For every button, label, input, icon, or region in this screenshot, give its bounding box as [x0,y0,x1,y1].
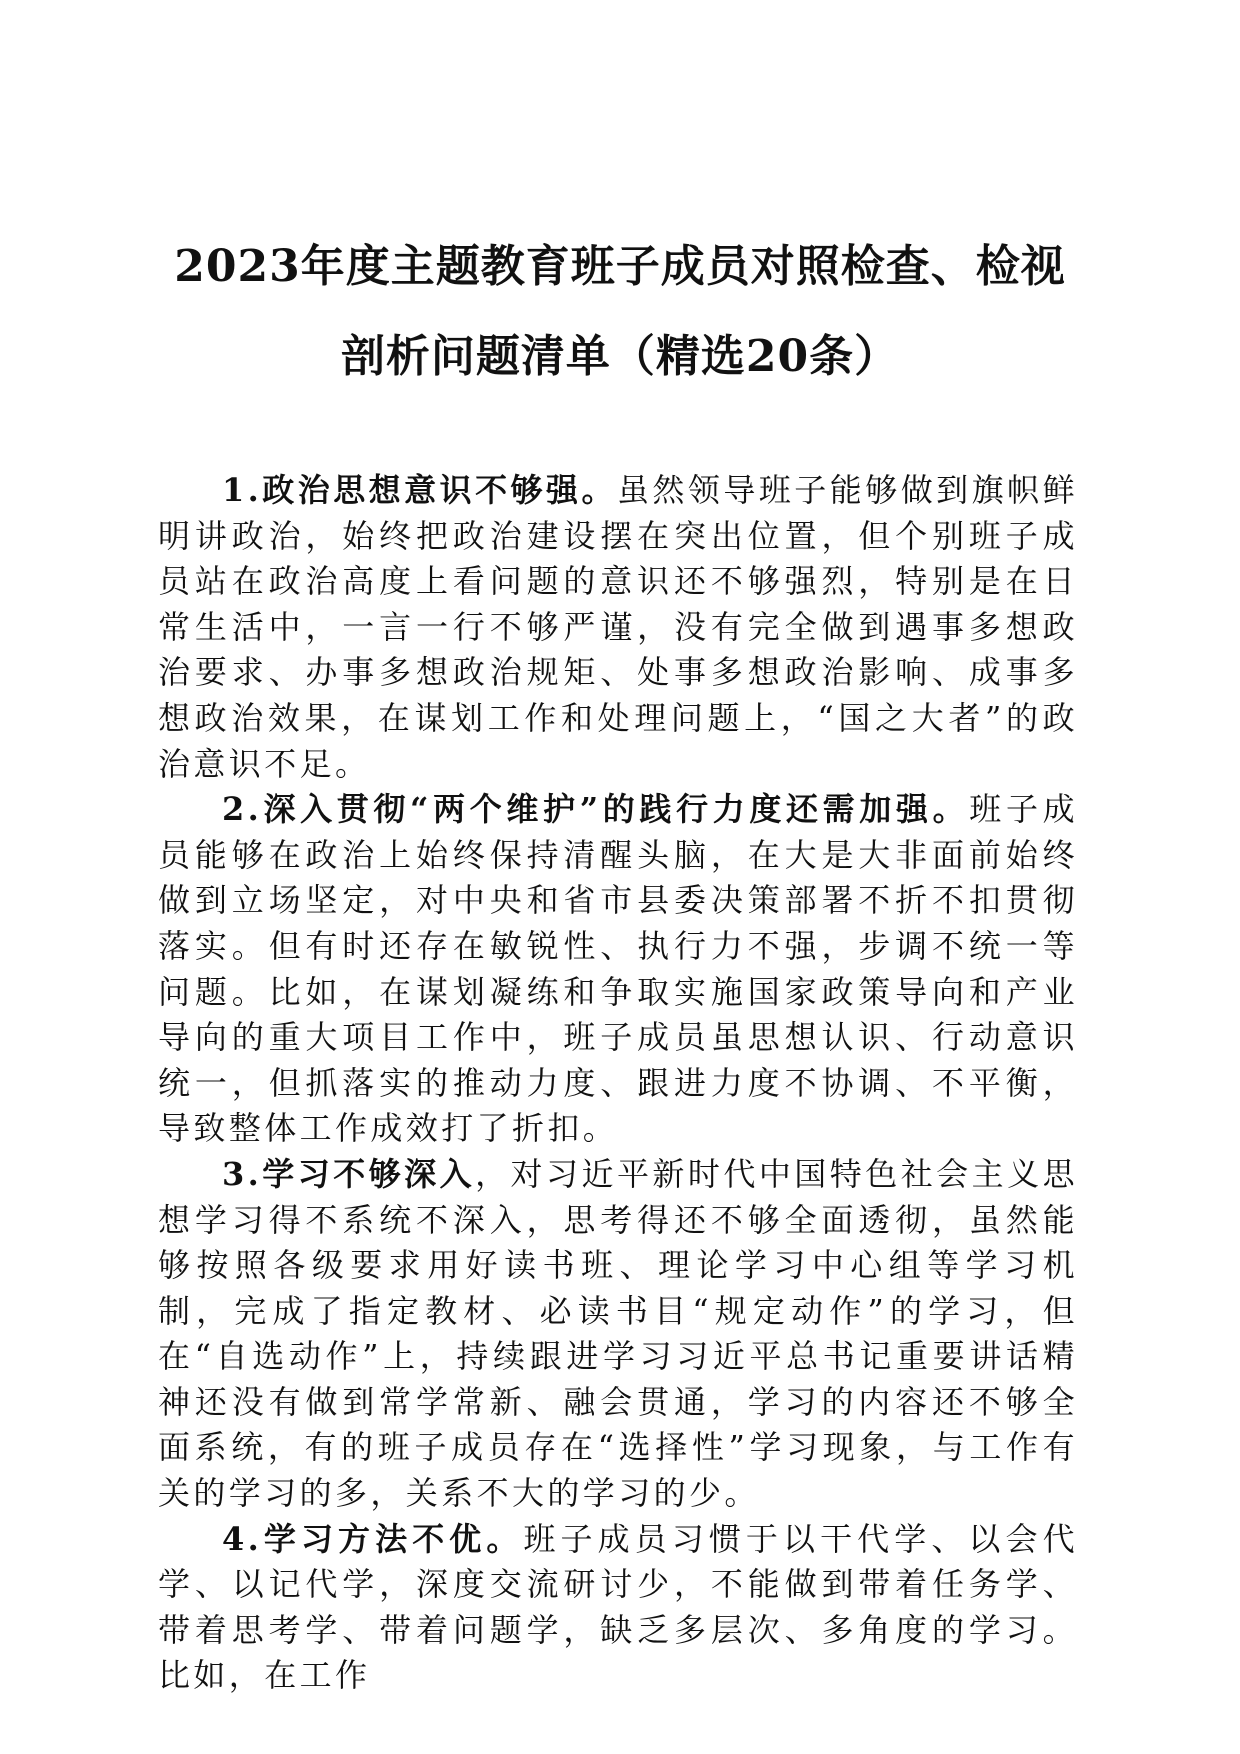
paragraph-2-heading: 2.深入贯彻“两个维护”的践行力度还需加强。 [222,790,970,829]
document-title [120,222,1120,402]
paragraph-3 [158,1152,1078,1517]
paragraph-4-text: 班子成员习惯于以干代学、以会代学、以记代学，深度交流研讨少，不能做到带着任务学、带着思考学、带着问题学，缺乏多层次、多角度的学习。比如，在工作 [158,1519,1078,1695]
paragraph-2 [158,787,1078,1152]
document-body [158,468,1078,1699]
title-line-2: 剖析问题清单（精选20条） [340,331,900,382]
paragraph-3-heading: 3.学习不够深入 [222,1154,476,1193]
paragraph-3-text: ，对习近平新时代中国特色社会主义思想学习得不系统不深入，思考得还不够全面透彻，虽然能够按照各级要求用好读书班、理论学习中心组等学习机制，完成了指定教材、必读书目“规定动作”的学习，但在“自选动作”上，持续跟进学习习近平总书记重要讲话精神还没有做到常学常新、融会贯通，学习的内容还不够全面系统，有的班子成员存在“选择性”学习现象，与工作有关的学习的多，关系不大的学习的少。 [158,1154,1078,1513]
title-line-1: 2023年度主题教育班子成员对照检查、检视 [174,241,1066,292]
paragraph-2-text: 班子成员能够在政治上始终保持清醒头脑，在大是大非面前始终做到立场坚定，对中央和省市县委决策部署不折不扣贯彻落实。但有时还存在敏锐性、执行力不强，步调不统一等问题。比如，在谋划凝练和争取实施国家政策导向和产业导向的重大项目工作中，班子成员虽思想认识、行动意识统一，但抓落实的推动力度、跟进力度不协调、不平衡，导致整体工作成效打了折扣。 [158,790,1078,1148]
paragraph-1-text: 虽然领导班子能够做到旗帜鲜明讲政治，始终把政治建设摆在突出位置，但个别班子成员站在政治高度上看问题的意识还不够强烈，特别是在日常生活中，一言一行不够严谨，没有完全做到遇事多想政治要求、办事多想政治规矩、处事多想政治影响、成事多想政治效果，在谋划工作和处理问题上，“国之大者”的政治意识不足。 [158,471,1078,783]
paragraph-1-heading: 1.政治思想意识不够强。 [222,471,617,509]
paragraph-4 [158,1517,1078,1699]
paragraph-4-heading: 4.学习方法不优。 [222,1519,524,1558]
paragraph-1 [158,468,1078,787]
